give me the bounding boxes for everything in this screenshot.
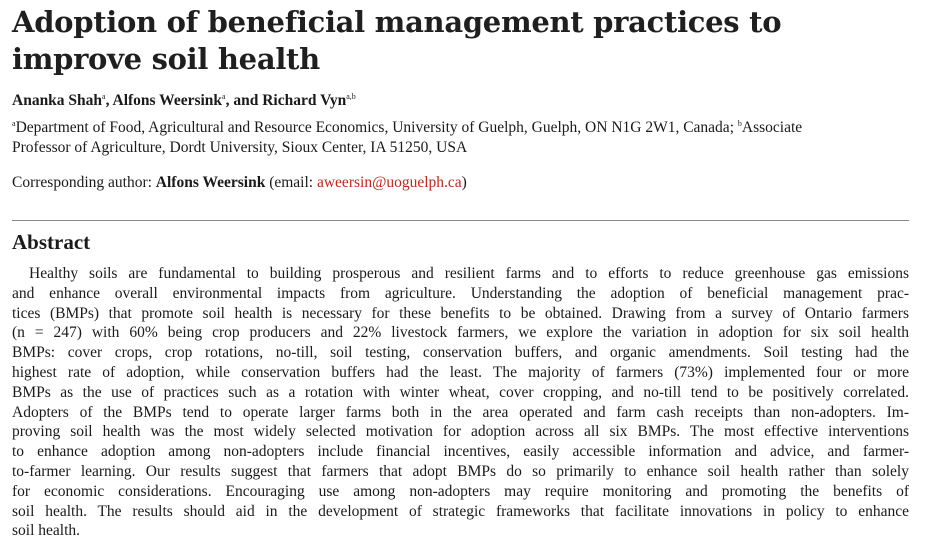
- email-link[interactable]: aweersin@uoguelph.ca: [316, 174, 462, 191]
- abstract-line: to-farmer learning. Our results suggest that farmers that adopt BMPs do so primarily to enhance soil health rather than solely: [12, 462, 909, 480]
- abstract-line: BMPs: cover crops, crop rotations, no-till, soil testing, conservation buffers, and organic amendments. Soil testing had the: [12, 344, 909, 362]
- abstract-line: tices (BMPs) that promote soil health is necessary for these benefits to be obtained. Drawing from a survey of Ontario farmers: [12, 304, 909, 322]
- corresponding-author: [12, 173, 467, 193]
- abstract-line: Adopters of the BMPs tend to operate larger farms both in the area operated and farm cash receipts than non-adopters. Im-: [12, 403, 909, 421]
- author-affiliation-mark: a: [222, 92, 226, 101]
- author-affiliation-mark: a: [102, 92, 106, 101]
- abstract-body: [12, 264, 909, 541]
- affiliation-b-text-end: Professor of Agriculture, Dordt University, Sioux Center, IA 51250, USA: [12, 139, 468, 156]
- affiliation-mark-b: b: [737, 119, 742, 128]
- abstract-line: soil health. The results should aid in the development of strategic frameworks that facilitate innovations in policy to enhance: [12, 502, 909, 520]
- abstract-line: highest rate of adoption, while conservation buffers had the least. The majority of farmers (73%) implemented four or more: [12, 363, 909, 381]
- abstract-heading: Abstract: [12, 230, 91, 254]
- author-name: Richard Vyn: [262, 92, 347, 109]
- email-prefix: (email:: [265, 174, 317, 191]
- author-separator: , and: [225, 92, 263, 109]
- email-suffix: ): [461, 174, 467, 191]
- abstract-line: and enhance overall environmental impacts from agriculture. Understanding the adoption of beneficial management prac-: [12, 284, 909, 302]
- author-separator: ,: [105, 92, 113, 109]
- abstract-line: (n = 247) with 60% being crop producers and 22% livestock farmers, we explore the variation in adoption for six soil health: [12, 324, 909, 342]
- paper-title: Adoption of beneficial management practices to improve soil health: [12, 5, 782, 76]
- affiliation-b-text-start: Associate: [741, 119, 803, 136]
- abstract-line: Healthy soils are fundamental to building prosperous and resilient farms and to efforts to reduce greenhouse gas emissions: [29, 265, 909, 282]
- author-name: Ananka Shah: [12, 92, 103, 109]
- author-list: [12, 87, 356, 111]
- abstract-line: to enhance adoption among non-adopters include financial incentives, easily accessible information and advice, and farmer-: [12, 443, 909, 461]
- author-affiliation-mark: a,b: [346, 92, 356, 101]
- affiliations: [12, 114, 902, 158]
- abstract-line: proving soil health was the most widely selected motivation for adoption across all six BMPs. The most effective interventions: [12, 423, 909, 441]
- affiliation-a-text: Department of Food, Agricultural and Resource Economics, University of Guelph, Guelph, ON N1G 2W1, Canada;: [15, 119, 738, 136]
- corresponding-label: Corresponding author:: [12, 174, 156, 191]
- abstract-line: soil health.: [12, 522, 81, 540]
- corresponding-name: Alfons Weersink: [155, 174, 266, 191]
- section-divider: [12, 220, 909, 221]
- abstract-line: BMPs as the use of practices such as a rotation with winter wheat, cover cropping, and no-till tend to be positively correlated.: [12, 383, 909, 401]
- abstract-line: for economic considerations. Encouraging use among non-adopters may require monitoring and promoting the benefits of: [12, 482, 909, 500]
- affiliation-mark-a: a: [12, 119, 16, 128]
- author-name: Alfons Weersink: [112, 92, 223, 109]
